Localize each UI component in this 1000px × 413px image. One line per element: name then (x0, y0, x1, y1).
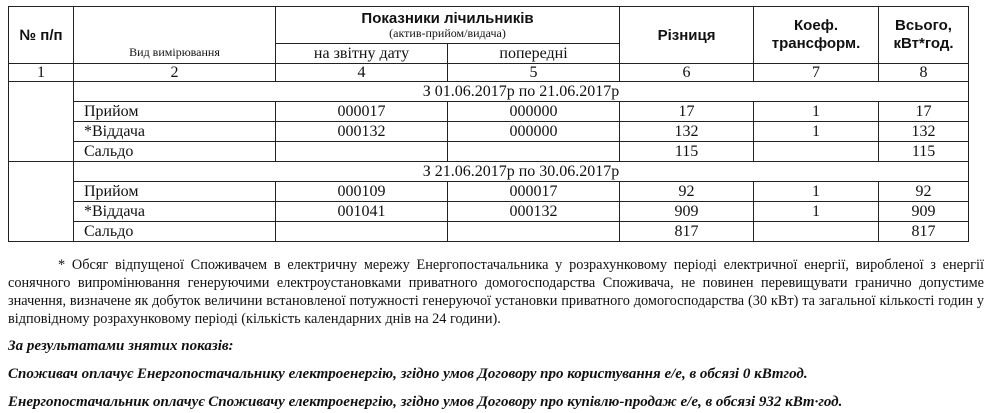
column-number: 1 (9, 64, 74, 82)
col-number-header: № п/п (9, 7, 74, 64)
difference-value: 92 (620, 182, 754, 202)
result-supplier-pays: Енергопостачальник оплачує Споживачу електроенергію, згідно умов Договору про купівлю-продаж е/е, в обсязі 932 кВт·год. (8, 394, 843, 410)
measurement-name: *Віддача (74, 122, 276, 142)
total-value: 92 (879, 182, 969, 202)
meter-readings-table (8, 6, 969, 242)
period-title: З 01.06.2017р по 21.06.2017р (74, 82, 969, 102)
coefficient-header (754, 7, 879, 64)
table-row (9, 222, 969, 242)
current-reading (276, 222, 448, 242)
total-value: 17 (879, 102, 969, 122)
previous-reading (448, 142, 620, 162)
current-reading: 001041 (276, 202, 448, 222)
number-cell (9, 162, 74, 242)
coefficient-value: 1 (754, 202, 879, 222)
current-reading: 000017 (276, 102, 448, 122)
previous-header: попередні (448, 44, 620, 64)
measurement-name: *Віддача (74, 202, 276, 222)
column-number: 8 (879, 64, 969, 82)
difference-header: Різниця (620, 7, 754, 64)
number-cell (9, 82, 74, 162)
footnote-text: * Обсяг відпущеної Споживачем в електричну мережу Енергопостачальника у розрахунковому періоді електричної енергії, виробленої з енергії сонячного випромінювання генеруючими електроустановками приватного домогосподарства Споживача, не повинен перевищувати гранично допустиме значення, визначене як добуток величини встановленої потужності генеруючої установки приватного домогосподарства (30 кВт) та загальної кількості годин у відповідному розрахунковому періоді (кількість календарних днів на 24 години). (8, 257, 984, 327)
total-header-line1: Всього, (895, 17, 952, 34)
measurement-name: Сальдо (74, 222, 276, 242)
coefficient-value (754, 142, 879, 162)
measurement-type-header: Вид вимірювання (74, 7, 276, 64)
measurement-name: Сальдо (74, 142, 276, 162)
previous-reading (448, 222, 620, 242)
coefficient-value (754, 222, 879, 242)
current-date-header: на звітну дату (276, 44, 448, 64)
header-row-1 (9, 7, 969, 44)
previous-reading: 000000 (448, 122, 620, 142)
total-value: 817 (879, 222, 969, 242)
table-row (9, 122, 969, 142)
column-number: 2 (74, 64, 276, 82)
current-reading: 000109 (276, 182, 448, 202)
coefficient-value: 1 (754, 182, 879, 202)
previous-reading: 000017 (448, 182, 620, 202)
difference-value: 115 (620, 142, 754, 162)
table-row (9, 202, 969, 222)
results-heading: За результатами знятих показів: (8, 338, 234, 354)
period-title: З 21.06.2017р по 30.06.2017р (74, 162, 969, 182)
coefficient-header-line2: трансформ. (771, 35, 861, 52)
period-row (9, 162, 969, 182)
table-row (9, 142, 969, 162)
document (8, 6, 992, 412)
total-value: 909 (879, 202, 969, 222)
previous-reading: 000132 (448, 202, 620, 222)
difference-value: 817 (620, 222, 754, 242)
difference-value: 132 (620, 122, 754, 142)
meter-readings-title: Показники лічильників (361, 10, 534, 27)
column-number: 4 (276, 64, 448, 82)
table-row (9, 182, 969, 202)
coefficient-value: 1 (754, 122, 879, 142)
measurement-name: Прийом (74, 182, 276, 202)
meter-readings-group-header (276, 7, 620, 44)
footnote (8, 256, 984, 328)
coefficient-value: 1 (754, 102, 879, 122)
result-consumer-pays: Споживач оплачує Енергопостачальнику електроенергію, згідно умов Договору про користування е/е, в обсязі 0 кВтгод. (8, 366, 808, 382)
total-value: 132 (879, 122, 969, 142)
difference-value: 909 (620, 202, 754, 222)
period-row (9, 82, 969, 102)
total-header-line2: кВт*год. (893, 35, 954, 52)
measurement-name: Прийом (74, 102, 276, 122)
coefficient-header-line1: Коеф. (794, 17, 838, 34)
difference-value: 17 (620, 102, 754, 122)
current-reading: 000132 (276, 122, 448, 142)
total-header (879, 7, 969, 64)
column-number: 6 (620, 64, 754, 82)
column-numbers-row (9, 64, 969, 82)
current-reading (276, 142, 448, 162)
previous-reading: 000000 (448, 102, 620, 122)
column-number: 5 (448, 64, 620, 82)
column-number: 7 (754, 64, 879, 82)
meter-readings-subtitle: (актив-прийом/видача) (389, 26, 506, 40)
total-value: 115 (879, 142, 969, 162)
table-row (9, 102, 969, 122)
